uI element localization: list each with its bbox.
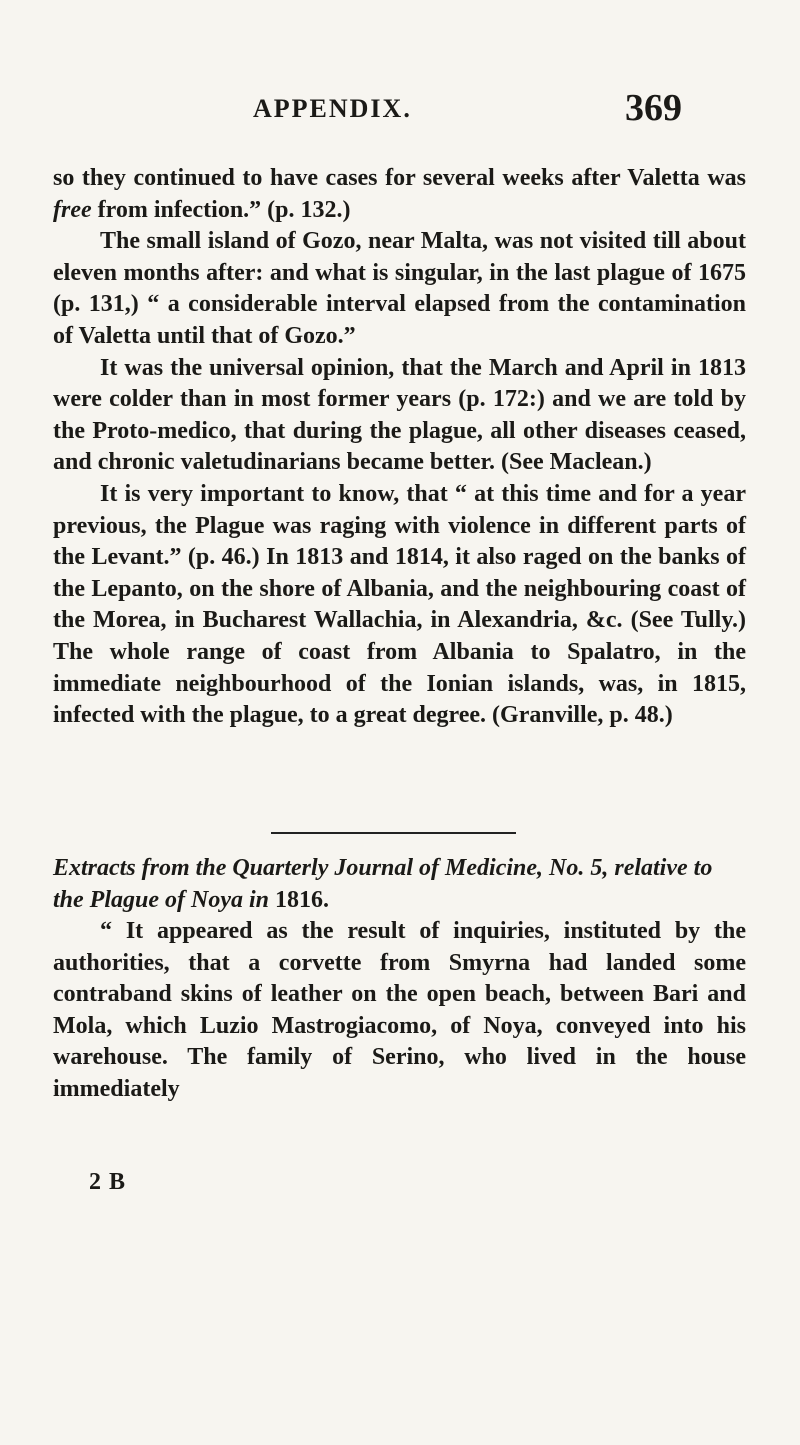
emphasis-text: free	[53, 196, 92, 223]
paragraph-continuation	[53, 163, 746, 226]
section-divider	[271, 832, 516, 834]
running-head-title: APPENDIX.	[253, 94, 412, 123]
extract-heading-year: 1816.	[275, 886, 329, 913]
running-head	[0, 86, 800, 146]
paragraph-gozo: The small island of Gozo, near Malta, was not visited till about eleven months after: and what is singular, in the last plague of 1675 (p. 131,) “ a considerable interval elapsed from the contamination of Valetta until that of Gozo.”	[53, 228, 746, 349]
paragraph-text: from infection.” (p. 132.)	[91, 196, 351, 223]
page-number: 369	[625, 87, 682, 129]
paragraph-levant: It is very important to know, that “ at this time and for a year previous, the Plague was raging with violence in different parts of the Levant.” (p. 46.) In 1813 and 1814, it also raged on the banks of the Lepanto, on the shore of Albania, and the neighbouring coast of the Morea, in Bucharest Wallachia, in Alexandria, &c. (See Tully.) The whole range of coast from Albania to Spalatro, in the immediate neighbourhood of the Ionian islands, was, in 1815, infected with the plague, to a great degree. (Granville, p. 48.)	[53, 480, 746, 729]
paragraph-universal-opinion: It was the universal opinion, that the March and April in 1813 were colder than in most former years (p. 172:) and we are told by the Proto-medico, that during the plague, all other diseases ceased, and chronic valetudinarians became better. (See Maclean.)	[53, 354, 746, 476]
extract-heading-title: Extracts from the Quarterly Journal of Medicine, No. 5, relative to the Plague of Noya in	[53, 855, 713, 913]
signature-mark: 2 B	[89, 1169, 127, 1195]
extract-heading	[53, 853, 746, 916]
paragraph-text: so they continued to have cases for several weeks after Valetta was	[53, 165, 746, 191]
paragraph-extract: “ It appeared as the result of inquiries, instituted by the authorities, that a corvette from Smyrna had landed some contraband skins of leather on the open beach, between Bari and Mola, which Luzio Mastrogiacomo, of Noya, conveyed into his warehouse. The family of Serino, who lived in the house immediately	[53, 918, 746, 1102]
extract-text	[53, 916, 746, 1106]
main-text	[53, 163, 746, 732]
